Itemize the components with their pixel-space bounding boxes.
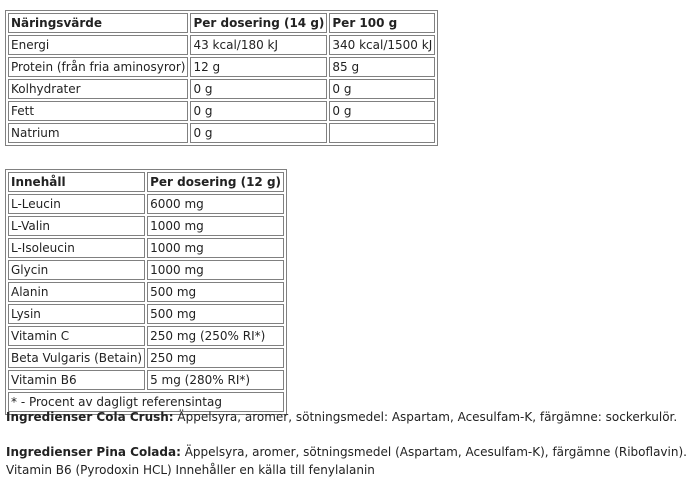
content-cell: 500 mg	[147, 304, 284, 324]
nutrition-header-cell: Näringsvärde	[8, 13, 188, 33]
content-header-cell: Per dosering (12 g)	[147, 172, 284, 192]
content-cell: 1000 mg	[147, 260, 284, 280]
nutrition-row	[8, 123, 435, 143]
ingredients-cola-crush	[6, 408, 696, 426]
content-row	[8, 282, 284, 302]
content-cell: 6000 mg	[147, 194, 284, 214]
content-row	[8, 216, 284, 236]
nutrition-cell: 0 g	[190, 101, 327, 121]
content-row	[8, 238, 284, 258]
content-row	[8, 326, 284, 346]
nutrition-cell: 0 g	[329, 79, 435, 99]
content-row	[8, 304, 284, 324]
content-header-cell: Innehåll	[8, 172, 145, 192]
content-cell: Beta Vulgaris (Betain)	[8, 348, 145, 368]
nutrition-cell: Natrium	[8, 123, 188, 143]
ingredients-pina-colada	[6, 443, 696, 479]
content-header-row	[8, 172, 284, 192]
content-cell: L-Isoleucin	[8, 238, 145, 258]
content-cell: 1000 mg	[147, 216, 284, 236]
nutrition-header-row	[8, 13, 435, 33]
nutrition-row	[8, 35, 435, 55]
nutrition-row	[8, 79, 435, 99]
content-row	[8, 194, 284, 214]
content-row	[8, 370, 284, 390]
nutrition-row	[8, 57, 435, 77]
content-cell: L-Leucin	[8, 194, 145, 214]
content-cell: 250 mg (250% RI*)	[147, 326, 284, 346]
nutrition-cell: Kolhydrater	[8, 79, 188, 99]
nutrition-cell: Fett	[8, 101, 188, 121]
nutrition-header-cell: Per dosering (14 g)	[190, 13, 327, 33]
content-cell: Vitamin C	[8, 326, 145, 346]
ingredients-pina-label: Ingredienser Pina Colada:	[6, 445, 181, 459]
nutrition-cell: 85 g	[329, 57, 435, 77]
content-row	[8, 348, 284, 368]
nutrition-cell: Energi	[8, 35, 188, 55]
content-table	[5, 169, 287, 415]
ingredients-pina-text: Äppelsyra, aromer, sötningsmedel (Aspartam, Acesulfam-K), färgämne (Riboflavin). Vitamin B6 (Pyrodoxin HCL) Innehåller en källa till fenylalanin	[6, 445, 687, 477]
content-cell: 250 mg	[147, 348, 284, 368]
content-cell: Vitamin B6	[8, 370, 145, 390]
nutrition-cell: 0 g	[190, 123, 327, 143]
ingredients-cola-label: Ingredienser Cola Crush:	[6, 410, 174, 424]
nutrition-cell	[329, 123, 435, 143]
content-cell: 5 mg (280% RI*)	[147, 370, 284, 390]
nutrition-header-cell: Per 100 g	[329, 13, 435, 33]
content-cell: Lysin	[8, 304, 145, 324]
content-cell: Alanin	[8, 282, 145, 302]
nutrition-table	[5, 10, 438, 146]
nutrition-cell: 0 g	[329, 101, 435, 121]
nutrition-cell: Protein (från fria aminosyror)	[8, 57, 188, 77]
nutrition-cell: 43 kcal/180 kJ	[190, 35, 327, 55]
ingredients-cola-text: Äppelsyra, aromer, sötningsmedel: Aspartam, Acesulfam-K, färgämne: sockerkulör.	[173, 410, 678, 424]
nutrition-cell: 0 g	[190, 79, 327, 99]
content-cell: Glycin	[8, 260, 145, 280]
nutrition-cell: 12 g	[190, 57, 327, 77]
content-cell: 1000 mg	[147, 238, 284, 258]
content-cell: 500 mg	[147, 282, 284, 302]
content-footnote: * - Procent av dagligt referensintag	[8, 392, 284, 412]
content-cell: L-Valin	[8, 216, 145, 236]
content-row	[8, 260, 284, 280]
nutrition-cell: 340 kcal/1500 kJ	[329, 35, 435, 55]
nutrition-row	[8, 101, 435, 121]
